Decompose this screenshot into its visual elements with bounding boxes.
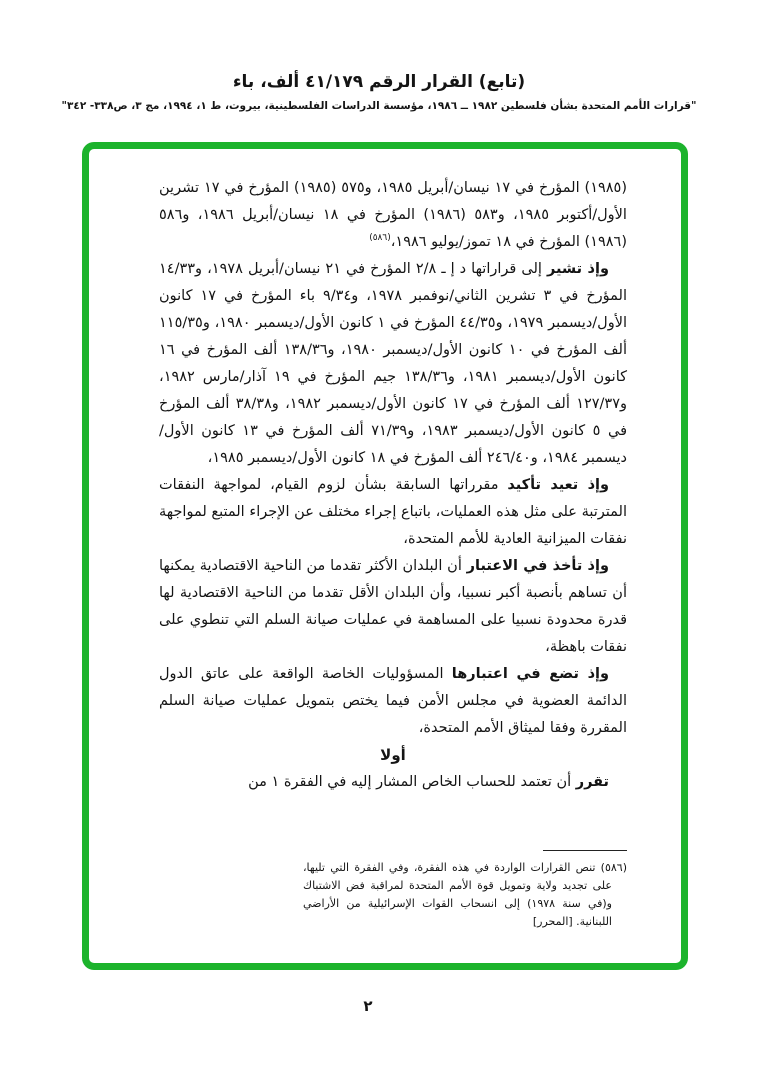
footnote-separator (543, 850, 627, 851)
body-paragraph (159, 769, 627, 796)
paragraph-text: مقرراتها السابقة بشأن لزوم القيام، لمواجهة النفقات المترتبة على مثل هذه العمليات، باتباع إجراء مختلف عن الإجراء المتبع لمواجهة نفقات الميزانية العادية للأمم المتحدة، (159, 477, 627, 547)
document-frame (82, 142, 688, 970)
resolution-title: (تابع) القرار الرقم ٤١/١٧٩ ألف، باء (232, 72, 526, 92)
section-heading: أولا (380, 746, 406, 764)
paragraph-lead: وإذ تعيد تأكيد (507, 477, 610, 493)
paragraph-text: (١٩٨٥) المؤرخ في ١٧ نيسان/أبريل ١٩٨٥، و٥٧٥ (١٩٨٥) المؤرخ في ١٧ تشرين الأول/أكتوبر ١٩٨٥، و٥٨٣ (١٩٨٦) المؤرخ في ١٨ نيسان/أبريل ١٩٨٦، و٥٨٦ (١٩٨٦) المؤرخ في ١٨ تموز/يوليو ١٩٨٦، (159, 180, 628, 250)
source-citation: "قرارات الأمم المتحدة بشأن فلسطين ١٩٨٢ ــ ١٩٨٦، مؤسسة الدراسات الفلسطينية، بيروت، ط ١، ١٩٩٤، مج ٣، ص٣٣٨- ٣٤٢" (61, 100, 697, 112)
footnote-block (303, 850, 627, 931)
body-paragraph (159, 472, 627, 553)
paragraph-lead: وإذ تأخذ في الاعتبار (466, 558, 609, 574)
paragraph-text: أن البلدان الأكثر تقدما من الناحية الاقتصادية يمكنها أن تساهم بأنصبة أكبر نسبيا، وأن البلدان الأقل تقدما من الناحية الاقتصادية لها قدرة محدودة نسبيا على المساهمة في عمليات صيانة السلم التي تنطوي على نفقات باهظة، (159, 558, 627, 655)
footnote (303, 859, 627, 931)
body-paragraph (159, 175, 627, 256)
paragraph-text: المسؤوليات الخاصة الواقعة على عاتق الدول الدائمة العضوية في مجلس الأمن فيما يختص بتمويل عمليات صيانة السلم المقررة وفقا لميثاق الأمم المتحدة، (159, 666, 627, 736)
paragraph-text: أن تعتمد للحساب الخاص المشار إليه في الفقرة ١ من (248, 774, 576, 790)
paragraph-lead: تقرر (575, 774, 609, 790)
body-paragraph (159, 553, 627, 661)
body-paragraph (159, 256, 627, 472)
paragraph-lead: وإذ تضع في اعتبارها (451, 666, 609, 682)
footnote-marker: (٥٨٦) (600, 861, 627, 874)
body-paragraph (159, 661, 627, 742)
footnote-text: تنص القرارات الواردة في هذه الفقرة، وفي الفقرة التي تليها، على تجديد ولاية وتمويل قوة الأمم المتحدة لمراقبة فض الاشتباك و(في سنة ١٩٧٨) إلى انسحاب القوات الإسرائيلية من الأراضي اللبنانية. [المحرر] (303, 861, 612, 928)
footnote-ref: (٥٨٦) (369, 233, 391, 244)
resolution-body (89, 149, 681, 796)
paragraph-text: إلى قراراتها د إ ـ ٢/٨ المؤرخ في ٢١ نيسان/أبريل ١٩٧٨، و١٤/٣٣ المؤرخ في ٣ تشرين الثاني/نوفمبر ١٩٧٨، و٩/٣٤ باء المؤرخ في ١٧ كانون الأول/ديسمبر ١٩٧٩، و٤٤/٣٥ المؤرخ في ١ كانون الأول/ديسمبر ١٩٨٠، و١١٥/٣٥ ألف المؤرخ في ١٠ كانون الأول/ديسمبر ١٩٨٠، و١٣٨/٣٦ ألف المؤرخ في ١٦ كانون الأول/ديسمبر ١٩٨١، و١٣٨/٣٦ جيم المؤرخ في ١٩ آذار/مارس ١٩٨٢، و١٢٧/٣٧ ألف المؤرخ في ١٧ كانون الأول/ديسمبر ١٩٨٢، و٣٨/٣٨ ألف المؤرخ في ٥ كانون الأول/ديسمبر ١٩٨٣، و٧١/٣٩ ألف المؤرخ في ١٣ كانون الأول/ديسمبر ١٩٨٤، و٢٤٦/٤٠ ألف المؤرخ في ١٨ كانون الأول/ديسمبر ١٩٨٥، (159, 261, 628, 466)
page-header (0, 72, 758, 112)
paragraph-lead: وإذ تشير (546, 261, 609, 277)
page-number: ٢ (363, 997, 373, 1015)
